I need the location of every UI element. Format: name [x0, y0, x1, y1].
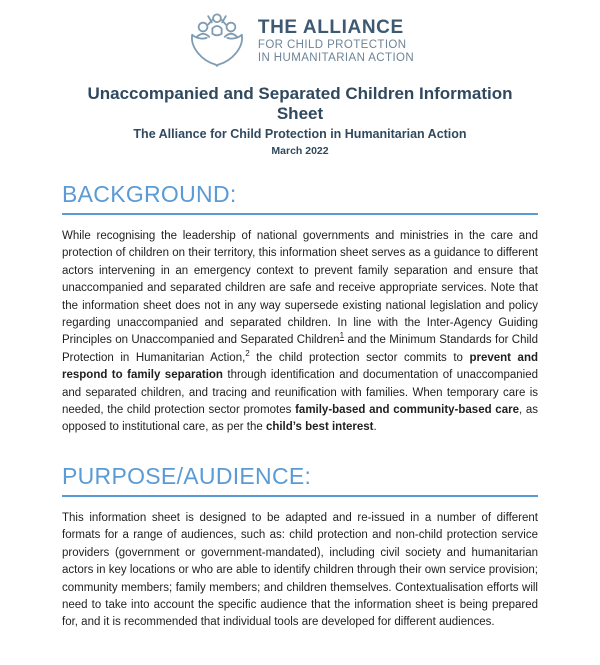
- background-paragraph: [62, 228, 538, 437]
- text-segment-bold: family-based and community-based care: [295, 404, 519, 417]
- background-heading: BACKGROUND:: [62, 181, 538, 215]
- text-segment-bold: child’s best interest: [265, 421, 374, 434]
- logo-tagline-1: FOR CHILD PROTECTION: [257, 38, 407, 51]
- background-section: [62, 181, 538, 437]
- alliance-logo: [62, 10, 538, 72]
- hands-holding-children-icon: [186, 10, 248, 72]
- purpose-section: [62, 463, 538, 632]
- text-segment: the child protection sector commits to: [249, 351, 470, 364]
- document-subtitle: The Alliance for Child Protection in Humanitarian Action: [133, 127, 467, 141]
- text-segment: .: [373, 421, 377, 434]
- text-segment: through identification and documentation of unaccompanied and separated children, and tracing and reunification with families. When temporary care is needed, the child protection sector promotes: [62, 369, 538, 417]
- footnote-2-marker: 2: [245, 349, 250, 359]
- text-segment: This information sheet is designed to be adapted and re-issued in a number of different formats for a range of audiences, such as: child protection and non-child protection service providers (government or government-mandated), including civil society and humanitarian actors in key locations or who are able to identify children through their own service provision; community members; family members; and children themselves. Contextualisation efforts will need to take into account the specific audience that the information sheet is being prepared for, and it is recommended that individual tools are developed for different audiences.: [62, 511, 538, 629]
- document-date: March 2022: [271, 145, 329, 157]
- logo-tagline-2: IN HUMANITARIAN ACTION: [257, 51, 415, 64]
- document-title: Unaccompanied and Separated Children Information Sheet: [87, 84, 513, 123]
- text-segment-bold: prevent and respond to family separation: [62, 351, 539, 382]
- text-segment: , as opposed to institutional care, as per the: [62, 404, 538, 434]
- text-segment: and the Minimum Standards for Child Protection in Humanitarian Action,: [62, 334, 538, 364]
- purpose-heading: PURPOSE/AUDIENCE:: [62, 463, 538, 497]
- footnote-1-link[interactable]: 1: [339, 331, 345, 341]
- text-segment: While recognising the leadership of national governments and ministries in the care and protection of children on their territory, this information sheet serves as a guidance to different actors intervening in an emergency context to prevent family separation and ensure that unaccompanied and separated children are safe and receive appropriate services. Note that the information sheet does not in any way supersede existing national legislation and policy regarding unaccompanied and separated children. In line with the Inter-Agency Guiding Principles on Unaccompanied and Separated Children: [62, 230, 538, 347]
- purpose-paragraph: [62, 510, 538, 632]
- logo-org-name: THE ALLIANCE: [257, 16, 404, 38]
- alliance-logo-text: [258, 17, 414, 65]
